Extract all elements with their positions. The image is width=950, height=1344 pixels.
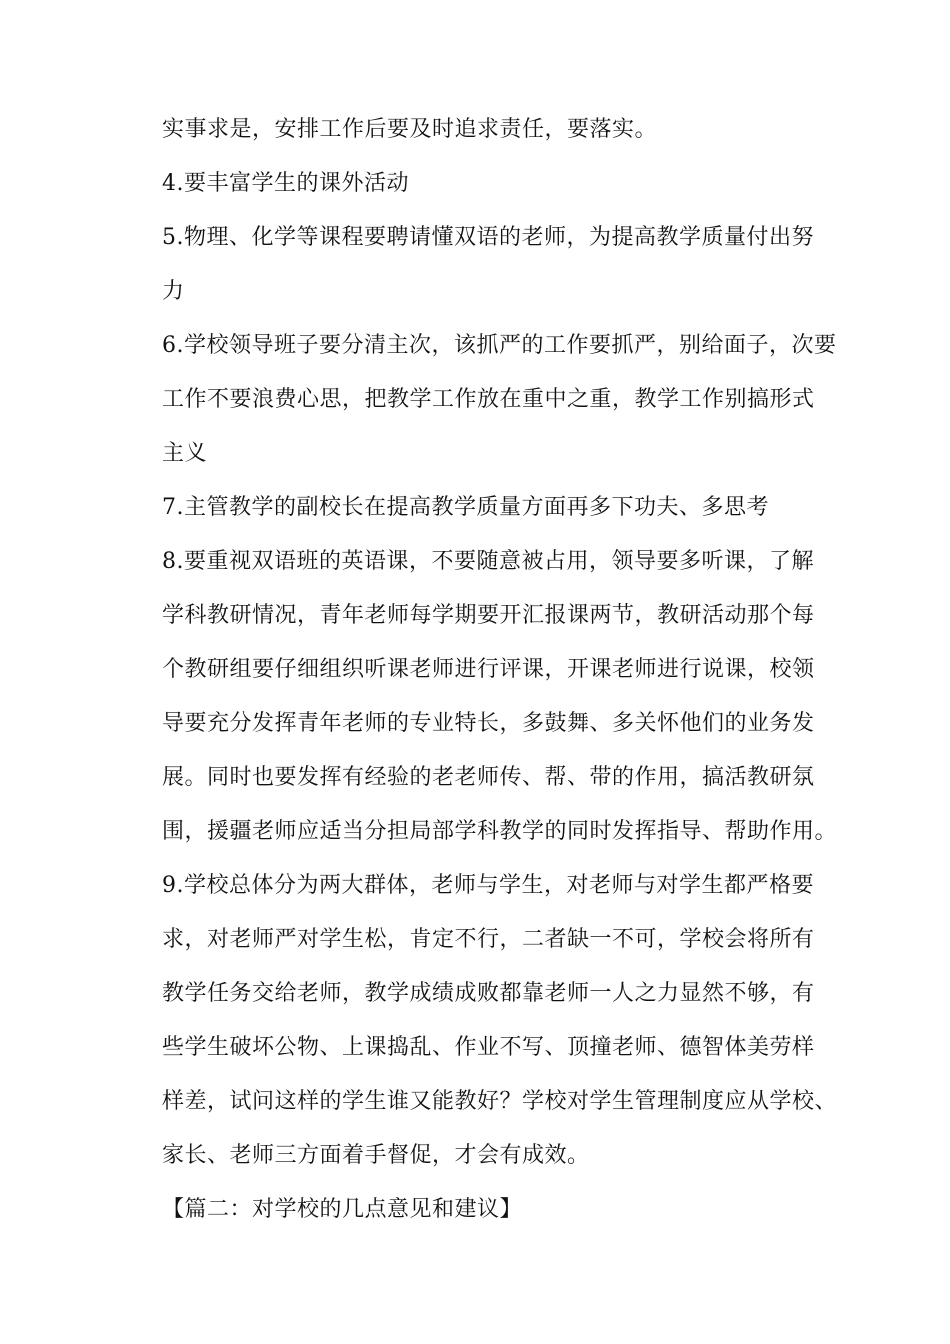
section-heading: 【篇二：对学校的几点意见和建议】 [162, 1197, 523, 1222]
text-line: 样差，试问这样的学生谁又能教好？学校对学生管理制度应从学校、 [162, 1089, 838, 1114]
text-line: 9.学校总体分为两大群体，老师与学生，对老师与对学生都严格要 [162, 873, 814, 898]
text-line: 8.要重视双语班的英语课，不要随意被占用，领导要多听课，了解 [162, 549, 814, 574]
text-line: 实事求是，安排工作后要及时追求责任，要落实。 [162, 117, 658, 142]
text-line: 教学任务交给老师，教学成绩成败都靠老师一人之力显然不够，有 [162, 981, 815, 1006]
text-line: 求，对老师严对学生松，肯定不行，二者缺一不可，学校会将所有 [162, 927, 815, 952]
text-line: 导要充分发挥青年老师的专业特长，多鼓舞、多关怀他们的业务发 [162, 711, 815, 736]
text-line: 个教研组要仔细组织听课老师进行评课，开课老师进行说课，校领 [162, 657, 815, 682]
text-line: 4.要丰富学生的课外活动 [162, 171, 409, 196]
text-line: 些学生破坏公物、上课捣乱、作业不写、顶撞老师、德智体美劳样 [162, 1035, 815, 1060]
text-line: 6.学校领导班子要分清主次，该抓严的工作要抓严，别给面子，次要 [162, 333, 837, 358]
text-line: 力 [162, 279, 185, 304]
text-line: 工作不要浪费心思，把教学工作放在重中之重，教学工作别搞形式 [162, 387, 815, 412]
text-line: 学科教研情况，青年老师每学期要开汇报课两节，教研活动那个每 [162, 603, 815, 628]
text-line: 展。同时也要发挥有经验的老老师传、帮、带的作用，搞活教研氛 [162, 765, 815, 790]
text-line: 5.物理、化学等课程要聘请懂双语的老师，为提高教学质量付出努 [162, 225, 814, 250]
text-line: 主义 [162, 441, 208, 466]
text-line: 7.主管教学的副校长在提高教学质量方面再多下功夫、多思考 [162, 495, 769, 520]
text-line: 围，援疆老师应适当分担局部学科教学的同时发挥指导、帮助作用。 [162, 819, 838, 844]
text-line: 家长、老师三方面着手督促，才会有成效。 [162, 1143, 590, 1168]
